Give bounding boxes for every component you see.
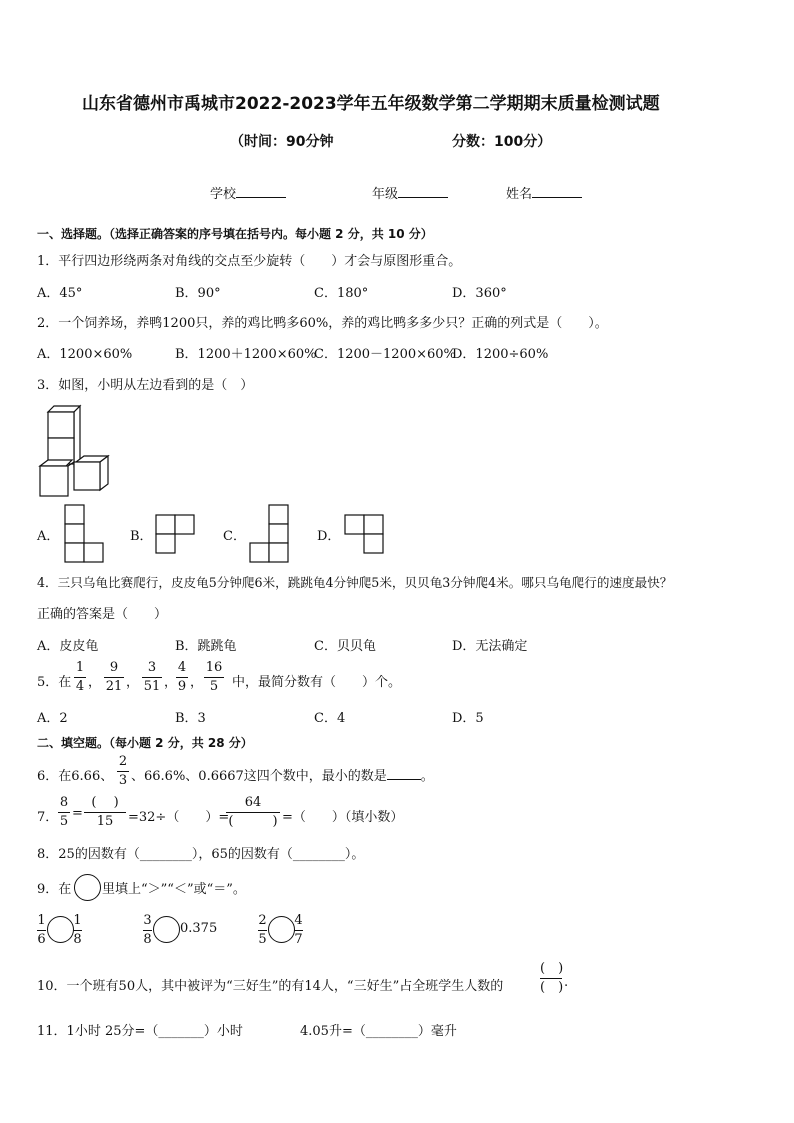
- time-label: （时间：90分钟: [230, 134, 334, 150]
- q9-right-fraction: 4 7: [294, 913, 303, 947]
- q3-option-a: A．: [37, 529, 60, 544]
- q3-option-d-figure: [344, 514, 384, 554]
- q3-stem: 3．如图，小明从左边看到的是（ ）: [37, 378, 254, 393]
- q9-right-fraction: 1 8: [73, 913, 82, 947]
- q10-end: .: [564, 975, 569, 990]
- q2-option-b: B．1200＋1200×60%: [175, 347, 317, 362]
- q9-compare-circle[interactable]: [153, 916, 180, 943]
- q5-prefix: 5．在: [37, 675, 72, 690]
- name-field: 姓名: [506, 183, 582, 202]
- q2-option-d: D．1200÷60%: [452, 347, 549, 362]
- q3-cube-figure: [38, 404, 110, 498]
- q9-suffix: 里填上“＞”“＜”或“＝”。: [102, 882, 246, 897]
- q7-fraction-2: ( ) 15: [84, 795, 126, 830]
- q5-option-d: D．5: [452, 711, 484, 726]
- q5-fraction: 16 5: [205, 660, 223, 694]
- q5-suffix: 中，最简分数有（ ）个。: [232, 675, 402, 690]
- q5-option-c: C．4: [314, 711, 346, 726]
- q9-compare-circle[interactable]: [268, 916, 295, 943]
- q10-text: 10．一个班有50人，其中被评为“三好生”的有14人，“三好生”占全班学生人数的: [37, 979, 504, 994]
- q3-option-b: B．: [130, 529, 153, 544]
- q2-option-a: A．1200×60%: [37, 347, 133, 362]
- grade-field: 年级: [372, 183, 448, 202]
- q9-circle-icon: [74, 874, 101, 901]
- q9-left-fraction: 2 5: [258, 913, 267, 947]
- q3-option-c: C．: [223, 529, 246, 544]
- q4-option-c: C．贝贝龟: [314, 639, 376, 654]
- q4-option-b: B．跳跳龟: [175, 639, 237, 654]
- q6-suffix: 、66.6%、0.6667这四个数中，最小的数是 。: [131, 769, 434, 784]
- q5-fraction: 3 51: [143, 660, 161, 694]
- q6-fraction: 2 3: [118, 754, 128, 788]
- q3-option-a-figure: [64, 504, 104, 564]
- q7-middle: =32÷（ ）=: [128, 810, 230, 825]
- q8-text: 8．25的因数有（________），65的因数有（________）。: [37, 847, 365, 862]
- q1-option-b: B．90°: [175, 286, 221, 301]
- page-title: 山东省德州市禹城市2022-2023学年五年级数学第二学期期末质量检测试题: [82, 94, 660, 114]
- q5-option-b: B．3: [175, 711, 206, 726]
- q5-fraction: 1 4: [75, 660, 85, 694]
- q1-stem: 1．平行四边形绕两条对角线的交点至少旋转（ ）才会与原图形重合。: [37, 254, 462, 269]
- section2-heading: 二、填空题。（每小题 2 分，共 28 分）: [37, 736, 253, 750]
- q1-option-c: C．180°: [314, 286, 369, 301]
- q1-option-a: A．45°: [37, 286, 83, 301]
- q9-prefix: 9．在: [37, 882, 72, 897]
- q2-stem: 2．一个饲养场，养鸭1200只，养的鸡比鸭多60%，养的鸡比鸭多多少只？正确的列式是（ ）。: [37, 316, 608, 331]
- q9-left-fraction: 3 8: [143, 913, 152, 947]
- q5-option-a: A．2: [37, 711, 68, 726]
- q7-fraction-1: 8 5: [59, 795, 69, 829]
- school-field: 学校: [210, 183, 286, 202]
- q9-compare-circle[interactable]: [47, 916, 74, 943]
- q4-option-a: A．皮皮龟: [37, 639, 99, 654]
- q11-part-a: 11．1小时 25分=（_______）小时: [37, 1024, 243, 1039]
- q7-fraction-3: 64 ( ): [226, 795, 280, 830]
- q7-number: 7．: [37, 810, 59, 825]
- q10-fraction: ( ) ( ): [540, 961, 564, 995]
- section1-heading: 一、选择题。（选择正确答案的序号填在括号内。每小题 2 分，共 10 分）: [37, 227, 433, 241]
- q3-option-c-figure: [249, 504, 289, 564]
- score-label: 分数：100分）: [452, 134, 552, 150]
- q4-option-d: D．无法确定: [452, 639, 528, 654]
- q11-part-b: 4.05升=（________）毫升: [300, 1024, 457, 1039]
- q4-stem-line2: 正确的答案是（ ）: [37, 607, 168, 622]
- q2-option-c: C．1200－1200×60%: [314, 347, 456, 362]
- q4-stem: 4．三只乌龟比赛爬行，皮皮龟5分钟爬6米，跳跳龟4分钟爬5米，贝贝龟3分钟爬4米。哪只乌龟爬行的速度最快？: [37, 575, 673, 590]
- q9-right-value: 0.375: [180, 921, 218, 936]
- q9-left-fraction: 1 6: [37, 913, 46, 947]
- q5-fraction: 4 9: [177, 660, 187, 694]
- q5-fraction: 9 21: [105, 660, 123, 694]
- q7-end: =（ ）（填小数）: [282, 810, 404, 825]
- q3-option-b-figure: [155, 514, 195, 554]
- q3-option-d: D．: [317, 529, 341, 544]
- q1-option-d: D．360°: [452, 286, 507, 301]
- q6-prefix: 6．在6.66、: [37, 769, 114, 784]
